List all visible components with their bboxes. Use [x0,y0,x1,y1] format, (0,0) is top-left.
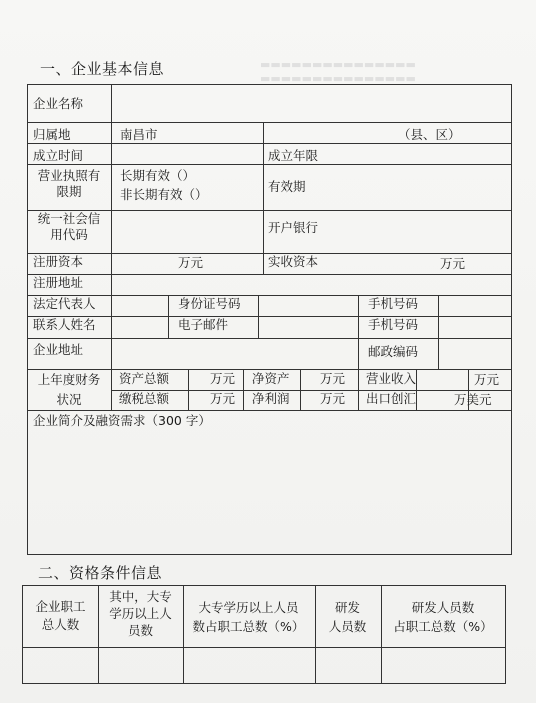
college-count-line1: 其中，大专 [109,589,172,604]
label-total-assets: 资产总额 [119,371,170,386]
reg-capital-unit: 万元 [178,255,204,270]
label-financials [28,370,110,410]
license-term-line1: 营业执照有 [37,168,101,183]
bleed-through-text: ▬▬▬▬▬▬▬▬▬▬▬▬▬▬▬ [260,72,416,85]
export-unit: 万美元 [454,392,492,407]
license-term-line2: 限期 [56,184,82,199]
label-net-profit: 净利润 [252,391,290,406]
college-count-line3: 员数 [127,623,153,638]
financials-line1: 上年度财务 [37,372,101,387]
label-mobile-1: 手机号码 [368,296,419,311]
label-legal-rep: 法定代表人 [33,296,96,311]
header-rd-ratio [381,598,505,636]
label-license-term [28,168,110,200]
header-rd-count [315,598,380,636]
credit-code-line2: 用代码 [50,227,88,242]
header-college-ratio [183,598,314,636]
option-long-term: 长期有效（） [120,168,196,183]
location-value: 南昌市 [120,127,158,142]
header-staff-total [23,598,98,634]
credit-code-line1: 统一社会信 [37,211,101,226]
label-postcode: 邮政编码 [368,344,419,359]
label-reg-capital: 注册资本 [33,254,84,269]
college-count-line2: 学历以上人 [109,606,172,621]
rd-count-line1: 研发 [334,600,360,615]
label-reg-address: 注册地址 [33,275,84,290]
rd-ratio-line2: 占职工总数（%） [393,619,493,634]
county-suffix: （县、区） [398,127,461,142]
financials-line2: 状况 [56,392,82,407]
tax-total-unit: 万元 [210,391,236,406]
rd-ratio-line1: 研发人员数 [411,600,475,615]
paid-capital-unit: 万元 [440,256,466,271]
label-bank: 开户银行 [268,220,319,235]
net-assets-unit: 万元 [320,371,346,386]
label-address: 企业地址 [33,342,84,357]
label-years: 成立年限 [268,148,319,163]
staff-total-line1: 企业职工 [35,599,86,614]
label-contact: 联系人姓名 [33,317,96,332]
label-location: 归属地 [33,127,71,142]
label-intro: 企业简介及融资需求（300 字） [33,413,211,428]
label-company-name: 企业名称 [33,96,84,111]
bleed-through-text: ▬▬▬▬▬▬▬▬▬▬▬▬▬▬▬ [260,58,416,71]
label-net-assets: 净资产 [252,371,290,386]
option-non-long-term: 非长期有效（） [120,187,208,202]
label-credit-code [28,211,110,243]
college-ratio-line1: 大专学历以上人员 [198,600,299,615]
net-profit-unit: 万元 [320,391,346,406]
section-title-basic: 一、企业基本信息 [40,60,165,78]
label-id-number: 身份证号码 [178,296,241,311]
label-tax-total: 缴税总额 [119,391,170,406]
rd-count-line2: 人员数 [328,619,367,634]
label-mobile-2: 手机号码 [368,317,419,332]
header-college-count [98,588,183,639]
label-established: 成立时间 [33,148,84,163]
label-valid-period: 有效期 [268,179,306,194]
total-assets-unit: 万元 [210,371,236,386]
label-email: 电子邮件 [178,317,229,332]
section-title-qualification: 二、资格条件信息 [38,564,163,582]
label-revenue: 营业收入 [366,371,417,386]
staff-total-line2: 总人数 [41,617,80,632]
label-paid-capital: 实收资本 [268,254,319,269]
revenue-unit: 万元 [474,372,500,387]
college-ratio-line2: 数占职工总数（%） [192,619,305,634]
label-export: 出口创汇 [366,391,417,406]
